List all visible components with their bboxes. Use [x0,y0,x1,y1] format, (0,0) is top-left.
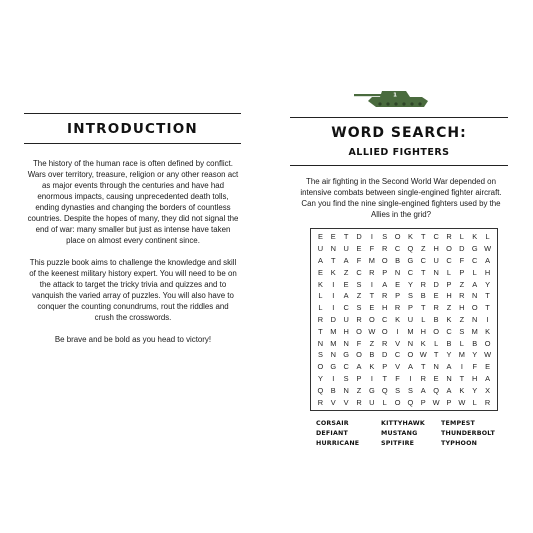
grid-cell: W [432,397,440,407]
grid-cell: C [446,326,452,336]
grid-cell: D [330,314,336,324]
grid-cell: Q [407,397,414,407]
grid-cell: N [472,291,478,301]
grid-cell: R [420,279,426,289]
grid-cell: I [460,362,463,372]
grid-cell: C [343,362,349,372]
grid-cell: F [472,362,477,372]
grid-cell: Y [472,385,478,395]
grid-cell: F [369,244,375,254]
grid-cell: C [394,244,401,254]
grid-cell: R [356,314,362,324]
grid-cell: C [356,267,362,277]
word-list [316,419,506,448]
grid-cell: A [343,255,349,265]
grid-cell: Y [407,279,413,289]
grid-cell: N [472,314,478,324]
grid-cell: I [332,373,335,383]
grid-cell: K [472,232,478,242]
grid-cell: I [332,291,335,301]
grid-cell: F [356,255,362,265]
grid-cell: A [317,255,323,265]
intro-body [27,158,239,356]
grid-cell: W [458,397,466,407]
grid-cell: E [433,291,439,301]
grid-cell: I [486,314,489,324]
grid-cell: U [369,397,375,407]
grid-cell: B [472,338,478,348]
grid-cell: G [368,385,375,395]
grid-cell: H [446,291,452,301]
grid-cell: T [485,291,490,301]
grid-cell: R [420,373,426,383]
grid-cell: L [459,338,464,348]
word-list-item: DEFIANT [316,430,349,437]
grid-cell: S [382,232,388,242]
grid-cell: C [446,255,452,265]
grid-cell: R [356,397,362,407]
grid-cell: B [369,350,375,360]
grid-cell: Z [421,244,426,254]
grid-cell: C [343,303,349,313]
grid-cell: M [407,326,414,336]
wordsearch-subtitle: ALLIED FIGHTERS [348,147,450,158]
grid-cell: I [396,326,399,336]
grid-cell: Y [472,350,478,360]
grid-cell: T [331,255,336,265]
grid-cell: L [485,232,490,242]
grid-cell: N [330,350,336,360]
grid-cell: K [485,326,491,336]
grid-cell: P [459,267,465,277]
grid-cell: R [317,397,324,407]
grid-cell: U [407,314,414,324]
grid-cell: E [317,267,323,277]
grid-cell: G [407,255,414,265]
grid-cell: S [395,385,401,395]
grid-cell: Y [446,350,452,360]
grid-cell: N [317,338,324,348]
grid-cell: I [332,279,335,289]
grid-cell: A [485,255,491,265]
wordsearch-intro: The air fighting in the Second World War depended on intensive combats between single-engined fighter aircraft. Can you find the nine single-engined fighters used by the Allies in the grid? [300,177,502,219]
grid-cell: M [471,326,478,336]
grid-cell: K [330,267,336,277]
word-search-grid [310,228,498,411]
grid-cell: B [395,255,401,265]
wordsearch-rule-top [290,117,508,118]
grid-cell: P [382,362,388,372]
grid-cell: V [395,362,401,372]
grid-cell: R [433,303,439,313]
grid-cell: D [433,279,439,289]
grid-cell: Z [459,314,465,324]
grid-cell: C [382,314,388,324]
grid-cell: R [394,303,401,313]
grid-cell: T [343,232,349,242]
grid-cell: U [317,244,324,254]
grid-cell: A [356,362,362,372]
grid-cell: D [356,232,362,242]
grid-cell: O [433,326,439,336]
grid-cell: O [317,362,324,372]
grid-cell: I [332,303,335,313]
grid-cell: P [420,397,426,407]
grid-cell: E [369,303,375,313]
grid-cell: S [459,326,465,336]
grid-cell: G [471,244,478,254]
grid-cell: R [382,244,388,254]
grid-cell: Q [407,244,414,254]
grid-cell: K [446,314,452,324]
grid-cell: E [330,232,336,242]
grid-cell: R [382,291,388,301]
grid-cell: C [433,232,439,242]
grid-cell: N [433,267,439,277]
grid-cell: Z [446,303,452,313]
grid-cell: S [356,303,362,313]
grid-cell: H [484,267,491,277]
grid-cell: L [472,397,477,407]
grid-cell: N [446,373,452,383]
grid-cell: A [382,279,388,289]
grid-cell: H [420,326,426,336]
grid-cell: Z [356,291,362,301]
grid-cell: P [446,397,452,407]
grid-cell: F [356,338,362,348]
wordsearch-rule-bottom [290,165,508,166]
grid-cell: K [407,232,413,242]
grid-cell: O [484,338,491,348]
grid-cell: R [484,397,491,407]
grid-cell: Q [317,385,324,395]
grid-cell: C [407,267,414,277]
tank-icon [354,87,434,109]
grid-cell: Z [369,338,375,348]
grid-cell: N [343,385,349,395]
grid-cell: R [369,267,375,277]
wordsearch-title: WORD SEARCH: [331,125,467,141]
grid-cell: D [459,244,465,254]
grid-cell: O [446,244,452,254]
grid-cell: T [369,291,375,301]
grid-cell: I [370,232,373,242]
grid-cell: K [459,385,465,395]
grid-cell: O [394,397,401,407]
intro-paragraph-2: This puzzle book aims to challenge the knowledge and skill of the keenest military history expert. You will need to be on the attack to target the tricky trivia and quizzes and to vanquish the varied array of puzzles. You will also have to conquer the counting conundrums, rout the riddles and crush the crosswords. [29,258,237,322]
grid-cell: S [407,385,413,395]
grid-cell: U [343,244,349,254]
grid-cell: L [459,232,464,242]
grid-cell: A [407,362,413,372]
grid-cell: B [420,291,426,301]
grid-cell: D [382,350,388,360]
grid-cell: T [433,350,439,360]
word-list-item: MUSTANG [381,430,418,437]
grid-cell: S [317,350,323,360]
grid-cell: K [317,279,323,289]
grid-cell: O [471,303,478,313]
grid-cell: A [420,385,426,395]
grid-cell: G [330,362,337,372]
grid-cell: K [369,362,375,372]
tank-number: 1 [393,92,397,99]
grid-cell: M [368,255,375,265]
grid-cell: G [343,350,349,360]
grid-cell: N [433,362,439,372]
grid-cell: O [381,255,388,265]
grid-cell: M [330,338,337,348]
grid-cell: Z [459,279,465,289]
grid-cell: R [459,291,465,301]
grid-cell: T [485,303,490,313]
grid-cell: Z [356,385,362,395]
grid-cell: E [356,244,362,254]
grid-cell: A [446,385,452,395]
grid-cell: L [446,267,452,277]
grid-cell: O [407,350,414,360]
grid-cell: P [382,267,388,277]
grid-cell: H [343,326,349,336]
grid-cell: T [421,267,426,277]
grid-cell: A [343,291,349,301]
grid-cell: E [343,279,349,289]
grid-cell: N [394,267,401,277]
grid-cell: K [420,338,426,348]
intro-paragraph-3: Be brave and be bold as you head to victory! [54,335,212,344]
grid-cell: E [317,232,323,242]
grid-cell: E [395,279,401,289]
grid-cell: Q [381,385,388,395]
grid-cell: T [318,326,323,336]
grid-cell: L [382,397,387,407]
grid-cell: E [433,373,439,383]
grid-cell: V [330,397,336,407]
grid-cell: K [395,314,401,324]
word-list-item: KITTYHAWK [381,420,426,427]
grid-cell: F [459,255,465,265]
grid-cell: H [382,303,388,313]
intro-rule-top [24,113,241,114]
word-list-item: CORSAIR [316,420,349,427]
grid-cell: F [395,373,400,383]
grid-cell: P [407,303,413,313]
grid-cell: A [485,373,491,383]
grid-cell: Z [343,267,349,277]
grid-cell: S [343,373,349,383]
grid-cell: A [472,279,478,289]
grid-cell: N [343,338,349,348]
grid-cell: N [407,338,414,348]
grid-cell: C [420,255,426,265]
grid-cell: O [356,326,362,336]
grid-cell: V [343,397,349,407]
grid-cell: R [382,338,388,348]
grid-cell: L [472,267,477,277]
grid-cell: T [459,373,465,383]
grid-cell: M [330,326,337,336]
grid-cell: I [370,279,373,289]
grid-cell: T [421,232,426,242]
grid-cell: L [434,338,439,348]
word-list-item: THUNDERBOLT [441,430,495,437]
grid-cell: R [317,314,324,324]
grid-cell: H [459,303,465,313]
word-list-item: HURRICANE [316,440,360,447]
grid-cell: H [433,244,439,254]
grid-cell: P [395,291,401,301]
grid-cell: L [318,303,323,313]
grid-cell: R [446,232,452,242]
word-list-item: TEMPEST [441,420,476,427]
grid-cell: U [343,314,349,324]
intro-rule-bottom [24,143,241,144]
grid-cell: V [395,338,401,348]
grid-cell: E [485,362,491,372]
grid-cell: C [394,350,401,360]
grid-cell: L [421,314,426,324]
grid-cell: S [407,291,413,301]
grid-cell: W [484,350,492,360]
grid-cell: I [409,373,412,383]
grid-cell: Y [317,373,323,383]
grid-cell: O [368,314,375,324]
grid-cell: W [419,350,427,360]
grid-cell: O [381,326,388,336]
grid-cell: L [318,291,323,301]
grid-cell: T [421,303,426,313]
grid-cell: H [472,373,478,383]
grid-cell: I [370,373,373,383]
grid-cell: B [446,338,452,348]
grid-cell: B [330,385,336,395]
grid-cell: Q [433,385,439,395]
grid-cell: M [458,350,465,360]
grid-cell: P [446,279,452,289]
grid-cell: U [433,255,439,265]
grid-cell: T [421,362,426,372]
word-list-item: SPITFIRE [381,440,415,447]
grid-cell: O [356,350,362,360]
grid-cell: W [484,244,492,254]
intro-title: INTRODUCTION [67,121,198,137]
grid-cell: P [356,373,362,383]
grid-cell: Y [485,279,491,289]
grid-cell: X [485,385,491,395]
grid-cell: O [394,232,401,242]
intro-paragraph-1: The history of the human race is often defined by conflict. Wars over territory, treasure, religion or any other reason act as major events through the centuries and have had enormous impacts, causing unprecedented death tolls, ending dynasties and changing the borders of countless countries. Despite the hopes of many, they did not signal the end of war: many smaller but just as intense have taken place on almost every continent since. [27,159,239,245]
grid-cell: A [446,362,452,372]
grid-cell: W [368,326,376,336]
word-list-item: TYPHOON [441,440,478,447]
grid-cell: N [330,244,336,254]
grid-cell: C [472,255,478,265]
grid-cell: S [356,279,362,289]
grid-cell: B [433,314,439,324]
grid-cell: T [382,373,387,383]
